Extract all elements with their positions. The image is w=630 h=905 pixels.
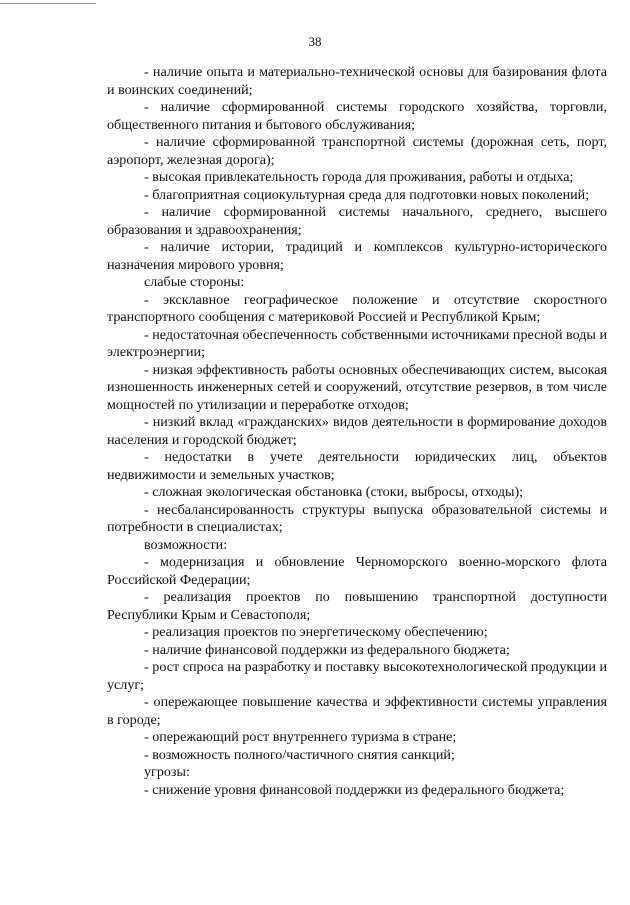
page-number: 38	[308, 34, 322, 49]
paragraph-city-attractiveness: - высокая привлекательность города для проживания, работы и отдыха;	[144, 169, 574, 185]
paragraph-governance-quality: - опережающее повышение качества и эффективности системы управления в городе;	[107, 694, 607, 728]
paragraph-accounting-shortcomings: - недостатки в учете деятельности юридических лиц, объектов недвижимости и земельных участков;	[107, 449, 607, 483]
paragraph-transport-accessibility: - реализация проектов по повышению транспортной доступности Республики Крым и Севастополя;	[107, 589, 607, 623]
paragraph-federal-support-decline: - снижение уровня финансовой поддержки из федерального бюджета;	[144, 781, 565, 798]
heading-weaknesses: слабые стороны:	[144, 274, 245, 290]
paragraph-infrastructure-efficiency: - низкая эффективность работы основных обеспечивающих систем, высокая изношенность инженерных сетей и сооружений, отсутствие резервов, в том числе мощностей по утилизации и переработке отходов;	[107, 361, 607, 413]
corner-rule	[0, 3, 96, 4]
paragraph-water-energy: - недостаточная обеспеченность собственными источниками пресной воды и электроэнергии;	[107, 326, 607, 360]
paragraph-hightech-demand: - рост спроса на разработку и поставку высокотехнологической продукции и услуг;	[107, 659, 607, 693]
paragraph-education-imbalance: - несбалансированность структуры выпуска образовательной системы и потребности в специалистах;	[107, 501, 607, 535]
paragraph-education-healthcare: - наличие сформированной системы начального, среднего, высшего образования и здравоохранения;	[107, 204, 607, 238]
paragraph-sociocultural-environment: - благоприятная социокультурная среда для подготовки новых поколений;	[144, 186, 590, 203]
text-body	[107, 64, 607, 799]
paragraph-fleet-modernization: - модернизация и обновление Черноморского военно-морского флота Российской Федерации;	[107, 554, 607, 588]
paragraph-domestic-tourism: - опережающий рост внутреннего туризма в стране;	[144, 729, 457, 745]
paragraph-history-traditions: - наличие истории, традиций и комплексов культурно-исторического назначения мирового уровня;	[107, 239, 607, 273]
heading-threats: угрозы:	[144, 764, 190, 780]
paragraph-civilian-activities: - низкий вклад «гражданских» видов деятельности в формирование доходов населения и городской бюджет;	[107, 414, 607, 448]
paragraph-transport-system: - наличие сформированной транспортной системы (дорожная сеть, порт, аэропорт, железная дорога);	[107, 134, 607, 168]
paragraph-ecology: - сложная экологическая обстановка (стоки, выбросы, отходы);	[144, 484, 524, 500]
paragraph-sanctions-lifting: - возможность полного/частичного снятия санкций;	[144, 746, 455, 763]
paragraph-urban-economy: - наличие сформированной системы городского хозяйства, торговли, общественного питания и бытового обслуживания;	[107, 99, 607, 133]
paragraph-basing-experience: - наличие опыта и материально-технической основы для базирования флота и воинских соединений;	[107, 64, 607, 98]
heading-opportunities: возможности:	[144, 536, 228, 553]
paragraph-exclave-position: - эксклавное географическое положение и отсутствие скоростного транспортного сообщения с материковой Россией и Республикой Крым;	[107, 291, 607, 325]
paragraph-federal-support: - наличие финансовой поддержки из федерального бюджета;	[144, 641, 510, 658]
paragraph-energy-projects: - реализация проектов по энергетическому обеспечению;	[144, 624, 488, 640]
